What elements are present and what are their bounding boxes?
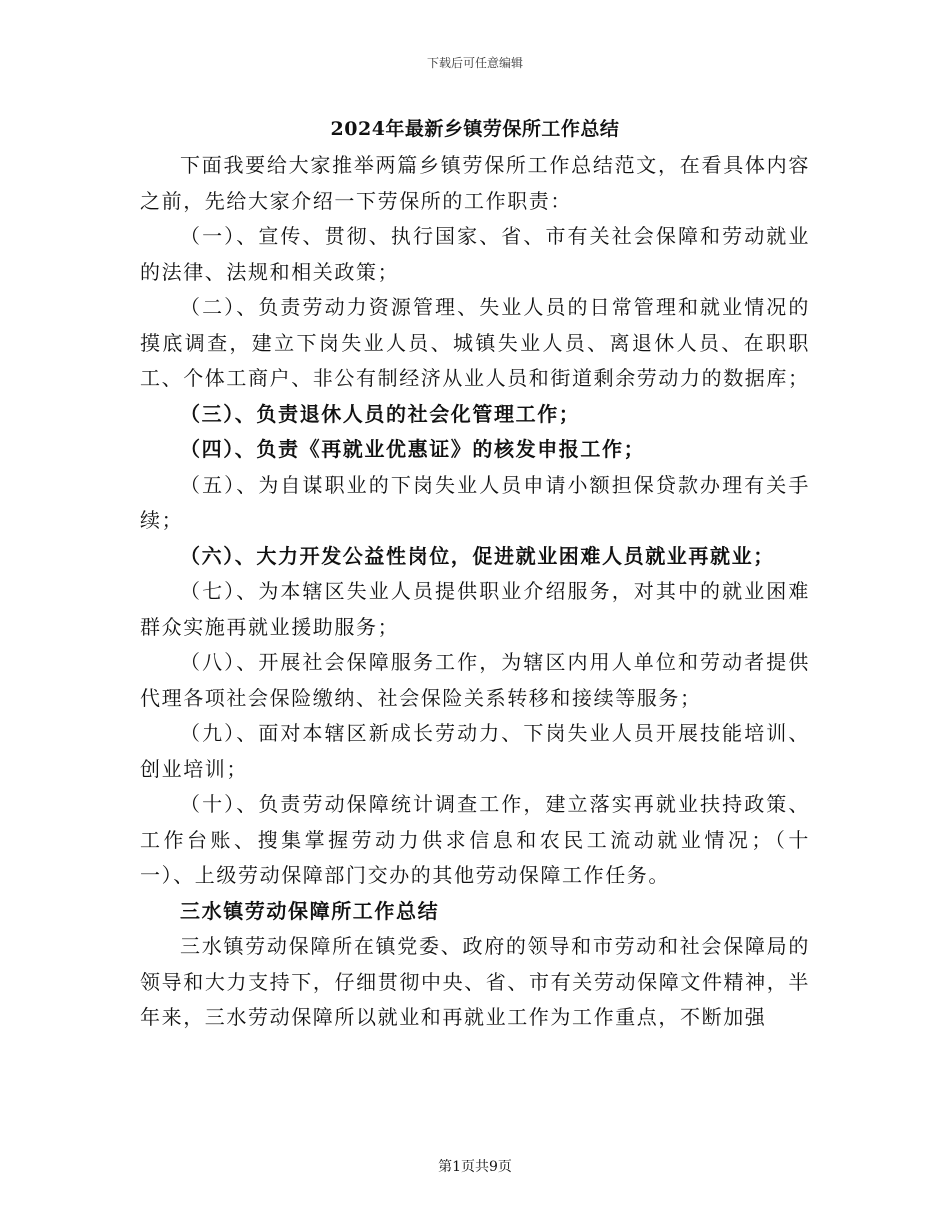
paragraph-duty-6: （六）、大力开发公益性岗位，促进就业困难人员就业再就业； <box>180 543 775 568</box>
paragraph-summary: 三水镇劳动保障所在镇党委、政府的领导和市劳动和社会保障局的领导和大力支持下，仔细贯彻中央、省、市有关劳动保障文件精神，半年来，三水劳动保障所以就业和再就业工作为工作重点，不断加强 <box>140 934 810 1029</box>
paragraph-duty-4: （四）、负责《再就业优惠证》的核发申报工作； <box>180 437 646 461</box>
document-body <box>140 148 810 1036</box>
paragraph-duty-10: （十）、负责劳动保障统计调查工作，建立落实再就业扶持政策、工作台账、搜集掌握劳动力供求信息和农民工流动就业情况；（十一）、上级劳动保障部门交办的其他劳动保障工作任务。 <box>140 792 810 887</box>
paragraph-duty-8: （八）、开展社会保障服务工作，为辖区内用人单位和劳动者提供代理各项社会保险缴纳、社会保险关系转移和接续等服务； <box>140 650 810 710</box>
paragraph-duty-5: （五）、为自谋职业的下岗失业人员申请小额担保贷款办理有关手续； <box>140 472 810 532</box>
page-header: 下载后可任意编辑 <box>426 56 523 70</box>
paragraph-duty-2: （二）、负责劳动力资源管理、失业人员的日常管理和就业情况的摸底调查，建立下岗失业人员、城镇失业人员、离退休人员、在职职工、个体工商户、非公有制经济从业人员和街道剩余劳动力的数据库； <box>140 295 810 390</box>
section-heading: 三水镇劳动保障所工作总结 <box>180 898 440 923</box>
paragraph-duty-7: （七）、为本辖区失业人员提供职业介绍服务，对其中的就业困难群众实施再就业援助服务； <box>140 579 810 639</box>
paragraph-duty-1: （一）、宣传、贯彻、执行国家、省、市有关社会保障和劳动就业的法律、法规和相关政策； <box>140 224 810 284</box>
paragraph-intro: 下面我要给大家推举两篇乡镇劳保所工作总结范文，在看具体内容之前，先给大家介绍一下劳保所的工作职责： <box>140 153 810 213</box>
page-footer: 第1页共9页 <box>438 1159 512 1175</box>
paragraph-duty-9: （九）、面对本辖区新成长劳动力、下岗失业人员开展技能培训、创业培训； <box>140 721 810 781</box>
paragraph-duty-3: （三）、负责退休人员的社会化管理工作； <box>180 401 581 426</box>
document-title: 2024年最新乡镇劳保所工作总结 <box>330 118 620 140</box>
